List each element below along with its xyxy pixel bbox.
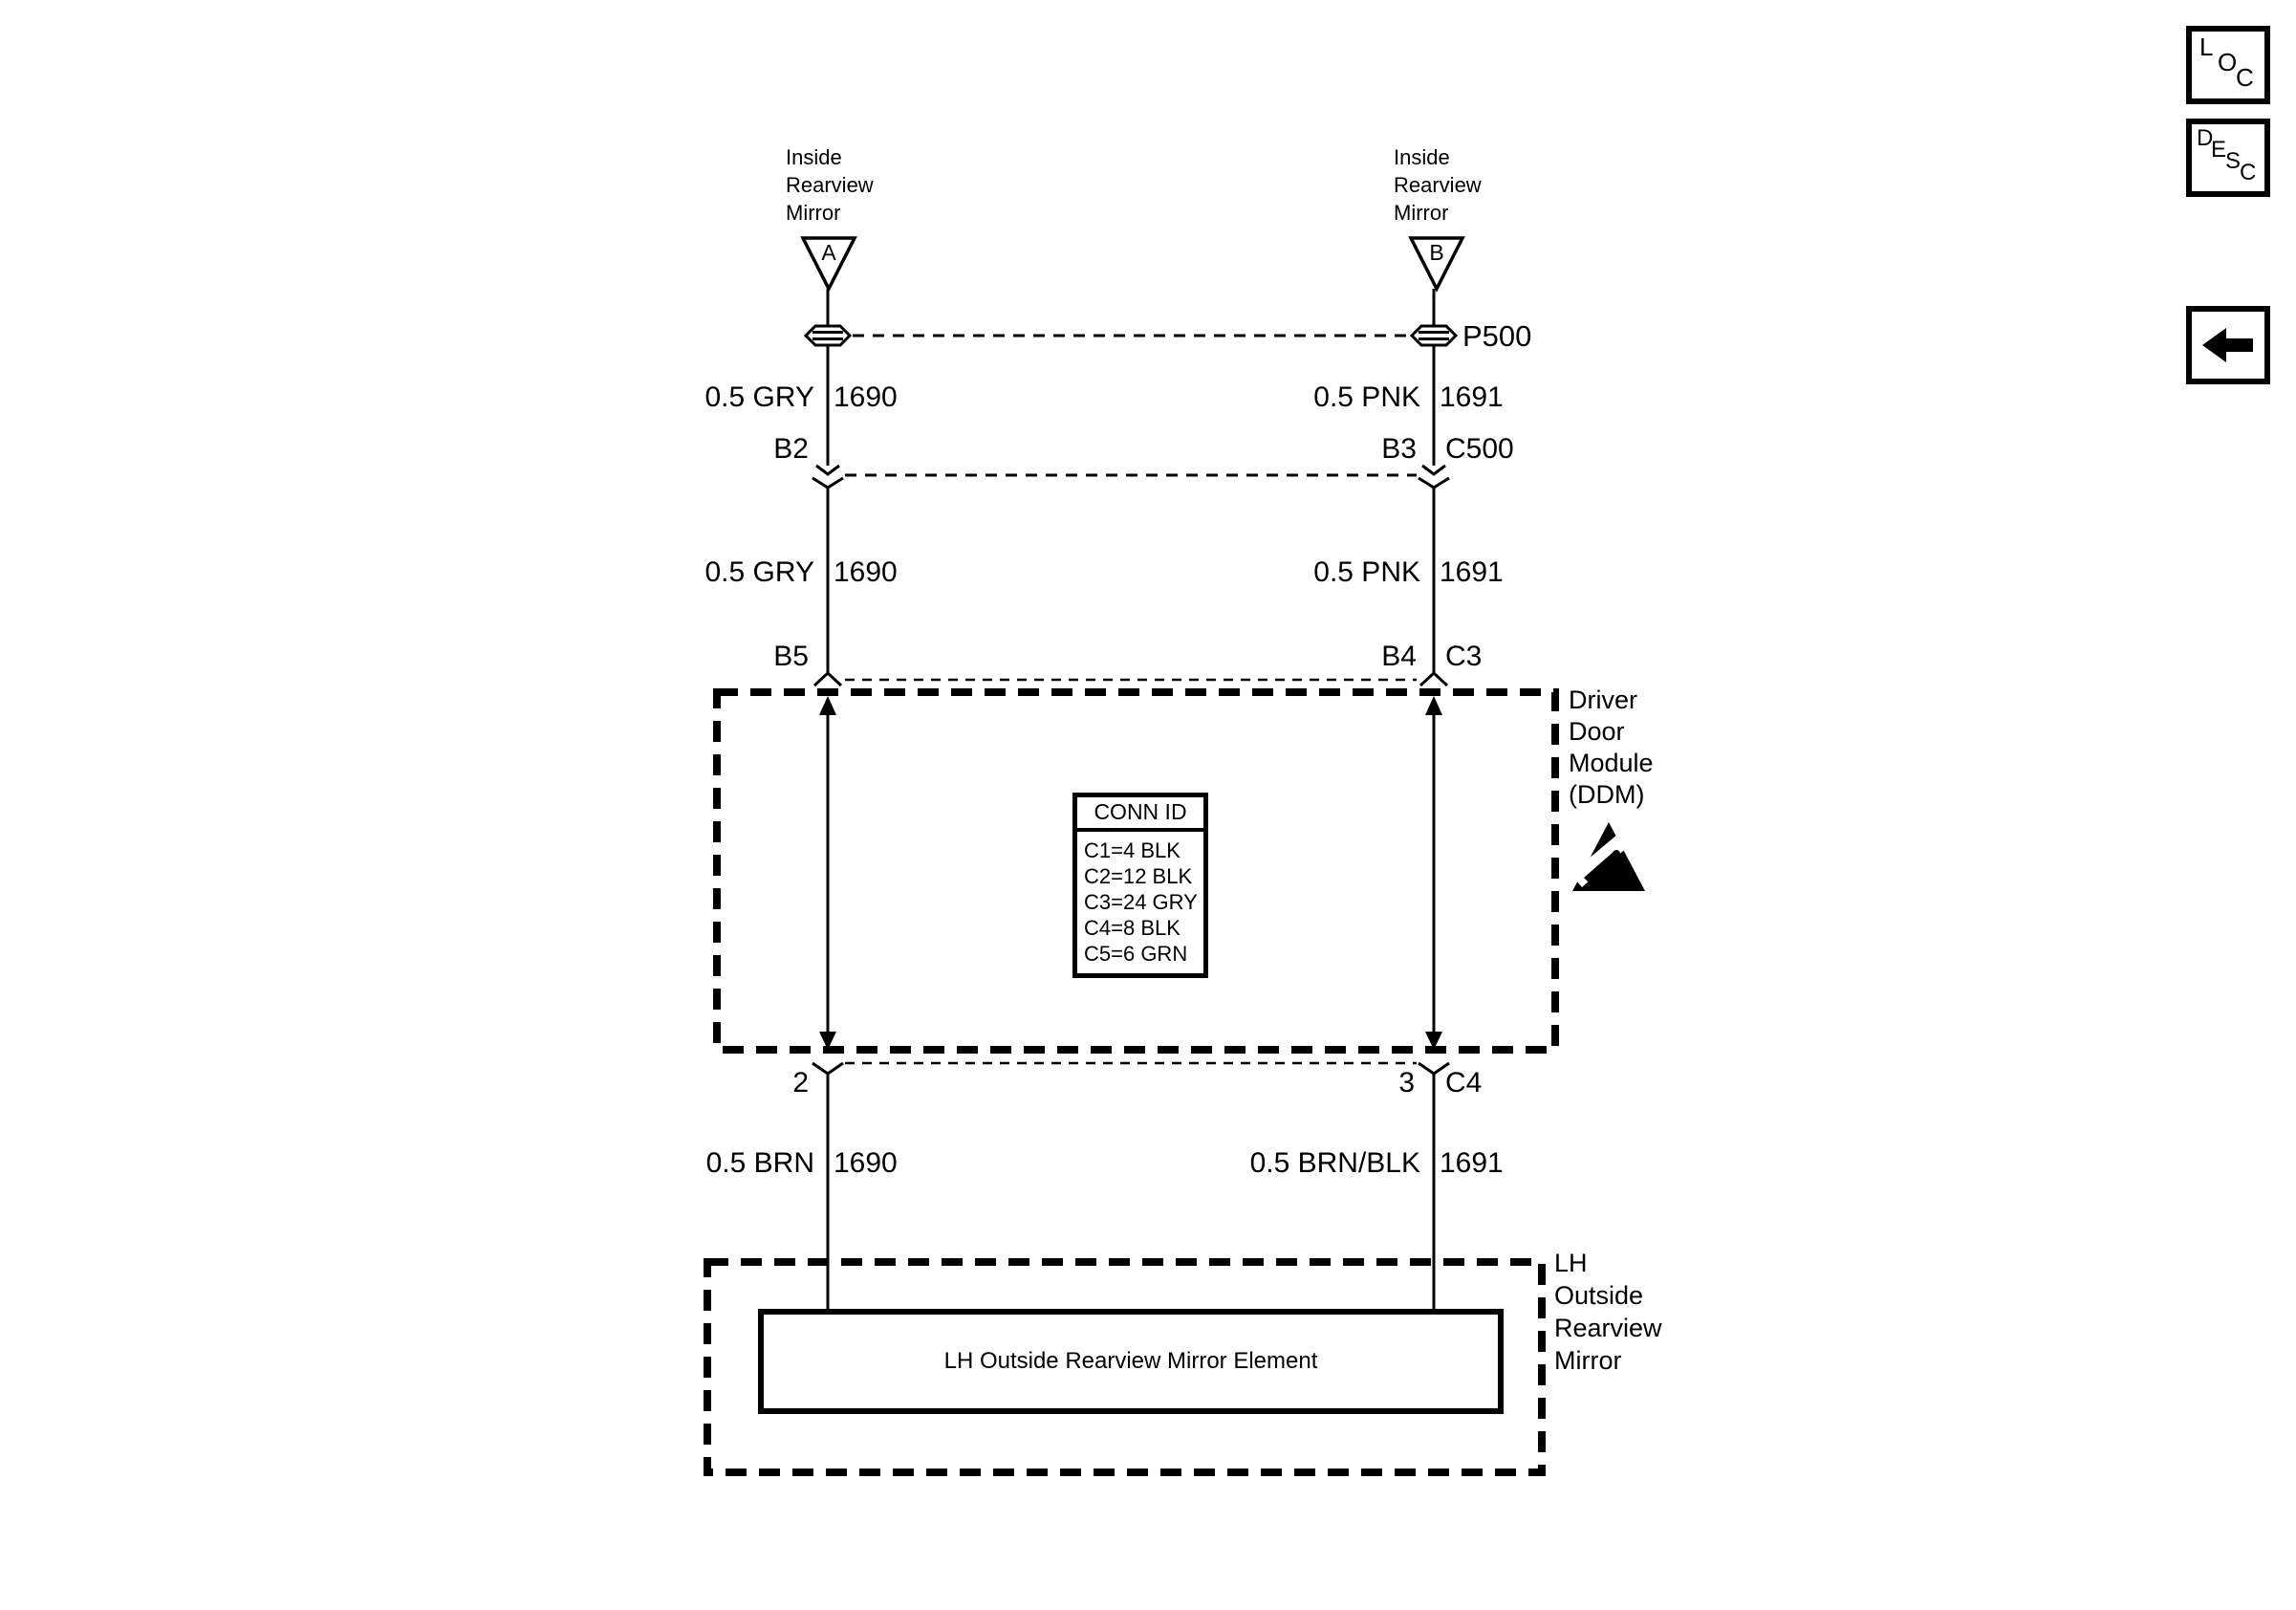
- label-line: Rearview: [786, 173, 874, 197]
- loc-letter: C: [2236, 63, 2254, 92]
- inline-connector-p500-icon-right: [1412, 326, 1456, 345]
- label-line: Module: [1569, 749, 1654, 777]
- connector-chevron-icon: [1422, 466, 1445, 474]
- conn-id-table: [1072, 793, 1208, 978]
- wire-spec: 0.5 GRY: [704, 381, 814, 413]
- triangle-letter-b: B: [1429, 240, 1444, 265]
- wire-spec: 0.5 BRN/BLK: [1249, 1147, 1420, 1179]
- connector-chevron-icon: [812, 1063, 843, 1074]
- conn-id-row: C2=12 BLK: [1084, 864, 1193, 888]
- lh-mirror-label: [1554, 1247, 1662, 1377]
- inside-rearview-mirror-label-right: [1394, 143, 1482, 227]
- p500-label: P500: [1462, 319, 1532, 353]
- label-line: Door: [1569, 717, 1625, 746]
- conn-id-header: CONN ID: [1077, 797, 1203, 832]
- conn-id-row: C3=24 GRY: [1084, 890, 1198, 914]
- label-line: Mirror: [1554, 1346, 1622, 1375]
- connector-chevron-icon: [1419, 478, 1449, 488]
- esd-sensitive-icon: [1570, 822, 1645, 891]
- ddm-label: [1569, 685, 1654, 811]
- pin-label-b3: B3: [1381, 433, 1417, 465]
- label-line: Outside: [1554, 1281, 1644, 1310]
- wire-circuit: 1690: [834, 556, 898, 588]
- desc-letter: C: [2240, 160, 2257, 185]
- connector-label-c4: C4: [1445, 1067, 1483, 1099]
- pin-label-b2: B2: [773, 433, 809, 465]
- left-arrow-icon: [2192, 315, 2264, 375]
- label-line: Mirror: [1394, 201, 1449, 225]
- label-line: (DDM): [1569, 780, 1645, 809]
- wire-circuit: 1691: [1440, 381, 1504, 413]
- connector-chevron-icon: [1420, 673, 1447, 685]
- up-arrowhead-icon: [819, 696, 836, 715]
- connector-chevron-icon: [814, 673, 841, 685]
- desc-letter: S: [2225, 148, 2242, 174]
- wire-spec: 0.5 PNK: [1313, 556, 1420, 588]
- conn-id-row: C4=8 BLK: [1084, 916, 1180, 940]
- loc-letter: O: [2218, 48, 2238, 76]
- pin-label-b4: B4: [1381, 641, 1417, 672]
- loc-button[interactable]: [2186, 26, 2270, 104]
- label-line: Inside: [786, 145, 842, 169]
- connector-chevron-icon: [812, 478, 843, 488]
- mirror-element-label: LH Outside Rearview Mirror Element: [943, 1348, 1318, 1374]
- wire-spec: 0.5 BRN: [705, 1147, 814, 1179]
- conn-id-row: C1=4 BLK: [1084, 838, 1180, 862]
- label-line: LH: [1554, 1249, 1588, 1277]
- conn-id-row: C5=6 GRN: [1084, 942, 1188, 966]
- inside-rearview-mirror-label-left: [786, 143, 874, 227]
- connector-label-c500: C500: [1445, 433, 1514, 465]
- wire-circuit: 1690: [834, 381, 898, 413]
- wire-circuit: 1691: [1440, 1147, 1504, 1179]
- pin-label-2: 2: [792, 1067, 809, 1099]
- triangle-letter-a: A: [821, 240, 836, 265]
- conn-id-rows: [1077, 832, 1203, 973]
- up-arrowhead-icon: [1425, 696, 1442, 715]
- label-line: Inside: [1394, 145, 1450, 169]
- desc-button[interactable]: [2186, 119, 2270, 197]
- label-line: Rearview: [1554, 1314, 1662, 1342]
- label-line: Rearview: [1394, 173, 1482, 197]
- pin-label-b5: B5: [773, 641, 809, 672]
- label-line: Mirror: [786, 201, 841, 225]
- desc-letter: D: [2197, 125, 2214, 151]
- wire-spec: 0.5 GRY: [704, 556, 814, 588]
- desc-letter: E: [2211, 137, 2227, 163]
- connector-chevron-icon: [816, 466, 839, 474]
- wire-spec: 0.5 PNK: [1313, 381, 1420, 413]
- label-line: Driver: [1569, 685, 1637, 714]
- wire-circuit: 1691: [1440, 556, 1504, 588]
- inline-connector-p500-icon-left: [806, 326, 850, 345]
- back-button[interactable]: [2186, 306, 2270, 384]
- loc-letter: L: [2199, 33, 2214, 61]
- wire-circuit: 1690: [834, 1147, 898, 1179]
- pin-label-3: 3: [1398, 1067, 1415, 1099]
- connector-label-c3: C3: [1445, 641, 1483, 672]
